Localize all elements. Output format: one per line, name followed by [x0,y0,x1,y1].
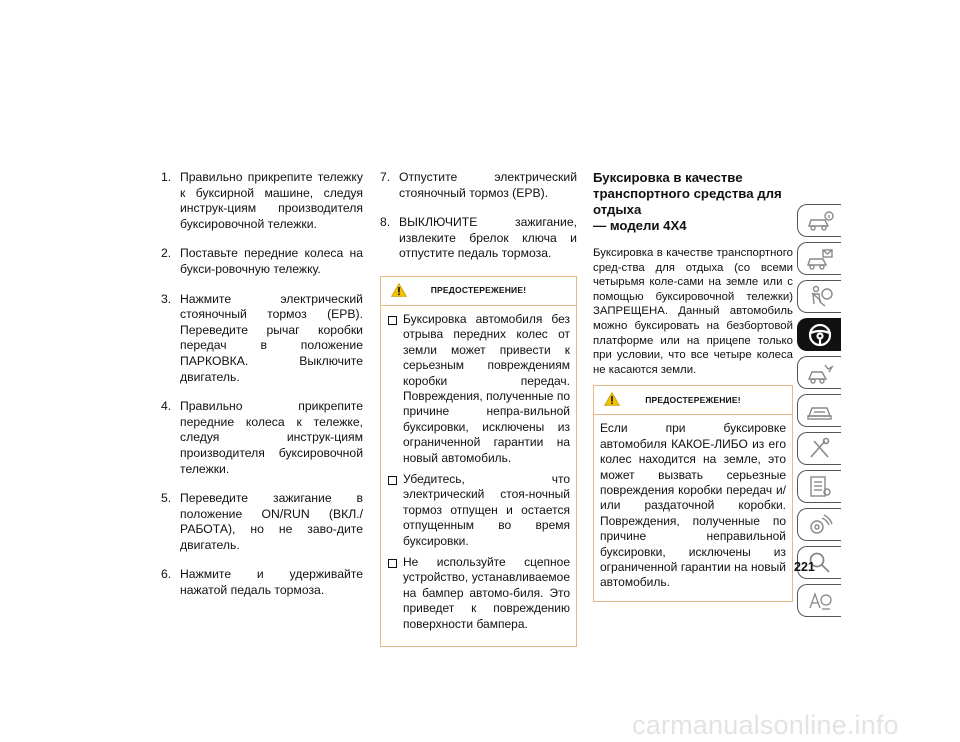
section-paragraph: Буксировка в качестве транспортного сред-ства для отдыха (со всеми четырьмя коле-сами на земле или с помощью буксировочной тележки) ЗАПРЕЩЕНА. Данный автомобиль можно буксировать на безбортовой платформе или на прицепе только при условии, что все четыре колеса не касаются земли. [593,247,793,376]
tab-tools[interactable] [797,432,841,465]
warning-bullet: Не используйте сцепное устройство, устанавливаемое на бампер автомо-биля. Это приведет к повреждению поверхности бампера. [387,555,570,632]
steering-wheel-icon [805,322,835,348]
column-left [161,170,363,613]
list-item: 1. Правильно прикрепите тележку к буксирной машине, следуя инструк-циям производителя буксировочной тележки. [161,170,363,231]
warning-header [381,277,576,306]
multimedia-icon [805,512,835,538]
tab-specifications[interactable] [797,470,841,503]
tab-car-service[interactable] [797,394,841,427]
warning-header [594,386,792,415]
warning-triangle-icon [604,392,620,406]
tab-car-crash[interactable] [797,356,841,389]
warning-body [594,415,792,600]
warning-triangle-icon [391,283,407,297]
warning-box [593,385,793,601]
specifications-list-icon [805,474,835,500]
warning-title: ПРЕДОСТЕРЕЖЕНИЕ! [645,394,741,405]
list-item: 5. Переведите зажигание в положение ON/RUN (ВКЛ./РАБОТА), но не заво-дите двигатель. [161,491,363,552]
seatbelt-airbag-icon [805,284,835,310]
checkbox-bullet-icon [388,559,397,568]
languages-icon [805,588,835,614]
tab-steering-wheel[interactable] [797,318,841,351]
warning-title: ПРЕДОСТЕРЕЖЕНИЕ! [430,285,527,296]
warning-bullet: Буксировка автомобиля без отрыва передних колес от земли может привести к серьезным повреждениям коробки передач. Повреждения, полученные по причине непра-вильной буксировки, исключены из ограниченной гарантии на новый автомобиль. [387,312,570,466]
column-right [593,170,793,602]
list-item: 3. Нажмите электрический стояночный тормоз (EPB). Переведите рычаг коробки передач в положение ПАРКОВКА. Выключите двигатель. [161,291,363,384]
list-item: 8. ВЫКЛЮЧИТЕ зажигание, извлеките брелок ключа и отпустите педаль тормоза. [380,215,577,261]
tab-seatbelt-airbag[interactable] [797,280,841,313]
warning-box [380,276,577,647]
checkbox-bullet-icon [388,476,397,485]
car-info-icon [805,208,835,234]
tab-multimedia[interactable] [797,508,841,541]
list-item: 7. Отпустите электрический стояночный тормоз (EPB). [380,170,577,200]
checkbox-bullet-icon [388,316,397,325]
tools-icon [805,436,835,462]
column-middle [380,170,577,647]
warning-body [381,306,576,646]
list-item: 6. Нажмите и удерживайте нажатой педаль тормоза. [161,567,363,598]
tab-car-info[interactable] [797,204,841,237]
section-heading: Буксировка в качестве транспортного средства для отдыха — модели 4X4 [593,170,782,233]
list-item: 4. Правильно прикрепите передние колеса к тележке, следуя инструк-циям производителя буксировочной тележки. [161,399,363,476]
steps-list-1 [161,170,363,599]
list-item: 2. Поставьте передние колеса на букси-ровочную тележку. [161,246,363,276]
page-number: 221 [794,560,815,574]
tab-car-message[interactable] [797,242,841,275]
car-crash-icon [805,360,835,386]
watermark: carmanualsonline.info [632,710,899,740]
tab-languages[interactable] [797,584,841,617]
warning-text: Если при буксировке автомобиля КАКОЕ-ЛИБО из его колес находится на земле, это может вызвать серьезные повреждения коробки передач и/или раздаточной коробки. Повреждения, полученные по причине неправильной буксировки, исключены из ограниченной гарантии на новый автомобиль. [600,421,786,590]
car-message-icon [805,246,835,272]
car-service-icon [805,398,835,424]
steps-list-2 [380,170,577,262]
warning-bullet: Убедитесь, что электрический стоя-ночный тормоз отпущен и остается отпущенным во время буксировки. [387,472,570,549]
